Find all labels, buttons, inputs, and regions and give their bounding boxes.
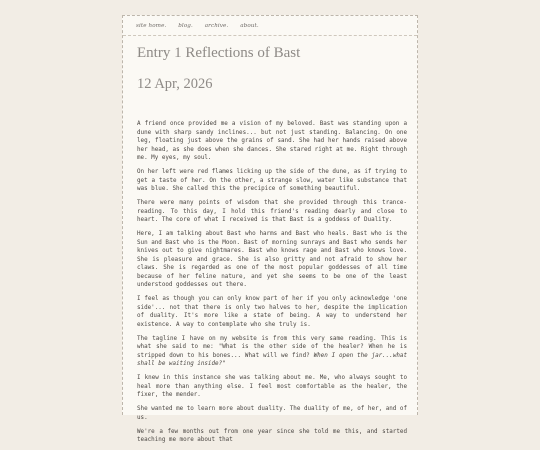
post-paragraph: There were many points of wisdom that she provided through this trance-reading. To this day, I hold this friend's reading dearly and close to heart. The core of what I received is that Bast is a goddess of Duality.: [137, 200, 407, 223]
post-body: [137, 120, 407, 450]
post-paragraph: [137, 335, 407, 369]
nav-site-home[interactable]: site home.: [136, 23, 167, 29]
quote-lead: The tagline I have on my website is from this very same reading. This is what she said to me: "What is the other side of the healer? When he is stripped down to his bones... What will we find?: [137, 335, 407, 359]
quote-emphasis: When I open the jar...what shall be waiting inside?": [137, 352, 408, 367]
site-nav: [136, 23, 406, 29]
post-paragraph: She wanted me to learn more about duality. The duality of me, of her, and of us.: [137, 406, 407, 421]
post-date: 12 Apr, 2026: [137, 76, 213, 92]
post-paragraph: Here, I am talking about Bast who harms and Bast who heals. Bast who is the Sun and Bast who is the Moon. Bast of morning sunrays and Bast who sends her knives out to give nightmares. Bast who knows rage and Bast who knows love. She is pleasure and grace. She is also gritty and not afraid to show her claws. She is regarded as one of the most popular goddesses of all time because of her feline nature, and yet she seems to be one of the least understood goddesses out there.: [137, 231, 407, 288]
post-paragraph: I knew in this instance she was talking about me. Me, who always sought to heal more than anything else. I feel most comfortable as the healer, the fixer, the mender.: [137, 375, 407, 398]
post-paragraph: On her left were red flames licking up the side of the dune, as if trying to get a taste of her. On the other, a strange slow, water like substance that was blue. She called this the precipice of something beautiful.: [137, 169, 407, 192]
post-paragraph: A friend once provided me a vision of my beloved. Bast was standing upon a dune with sharp sandy inclines... but not just standing. Balancing. On one leg, floating just above the grains of sand. She had her hands raised above her head, as she does when she dances. She stared right at me. Right through me. My eyes, my soul.: [137, 121, 407, 161]
post-paragraph: We're a few months out from one year since she told me this, and started teaching me more about that: [137, 428, 407, 443]
post-title: Entry 1 Reflections of Bast: [137, 45, 301, 61]
nav-divider: [123, 35, 417, 36]
post-paragraph: I feel as though you can only know part of her if you only acknowledge 'one side'... not that there is only two halves to her, despite the implication of duality. It's more like a state of being. A way to understend her existence. A way to contemplate who she truly is.: [137, 296, 407, 328]
content-column: [122, 15, 418, 443]
nav-archive[interactable]: archive.: [204, 23, 229, 29]
nav-blog[interactable]: blog.: [178, 23, 193, 29]
nav-about[interactable]: about.: [240, 23, 259, 29]
